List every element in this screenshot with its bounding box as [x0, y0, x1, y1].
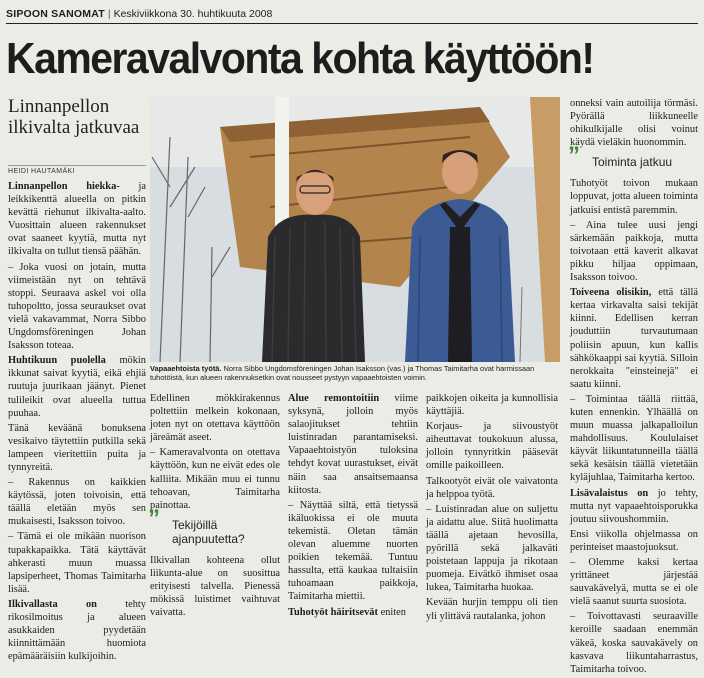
article-paragraph [570, 528, 698, 554]
caption-text: Norra Sibbo Ungdomsföreningen Johan Isaksson (vas.) ja Thomas Taimitarha ovat harmissaan tuhotöistä, kun alueen rakennuksetkin ovat nousseet pystyyn vapaaehtoisten voimin. [150, 364, 535, 383]
article-photo [150, 97, 560, 362]
paragraph-text: – Olemme kaksi kertaa yrittäneet järjestää sauvakävelyä, mutta se ei ole vielä saanut suurta suosiota. [570, 557, 698, 608]
issue-date: Keskiviikkona 30. huhtikuuta 2008 [113, 8, 273, 20]
paragraph-text: Ilkivallan kohteena ollut liikunta-alue on suosittua erityisesti talvella. Pienessä mökissä luistimet vaihtuvat vaivatta. [150, 554, 280, 619]
caption-lead: Vapaaehtoista työtä. [150, 364, 222, 373]
paragraph-text: – Toimintaa täällä riittää, kuten ennenkin. Ylhäällä on muun muassa jalkapalloilun mahdollisuus. Koululaiset käyvät liikuntatunneilla täällä sekä kesäisin täällä vietetään kyläjuhlaa, Taimitarha kertoo. [570, 393, 698, 484]
pull-quote-text: Tekijöillä ajanpuutetta? [172, 517, 245, 546]
paragraph-text: Talkootyöt eivät ole vaivatonta ja helppoa työtä. [426, 475, 558, 500]
paragraph-text: – Toivottavasti seuraaville keroille saadaan enemmän väkeä, koska sauvakävely on kasvava liikuntaharrastus, Taimitarha toivoo. [570, 611, 698, 675]
paragraph-text: eniten [377, 606, 406, 618]
paragraph-text: – Tämä ei ole mikään nuorison tupakkapaikka. Tätä käyttävät ahkerasti muun muassa lapsiperheet, Thomas Taimitarha lisää. [8, 531, 146, 595]
paragraph-lead: Huhtikuun puolella [8, 355, 106, 367]
column-5 [570, 97, 698, 678]
photo-two-men-under-shelter [150, 97, 560, 362]
paragraph-lead: Lisävalaistus on [570, 487, 649, 499]
subheadline: Linnanpellon ilkivalta jatkuvaa [8, 96, 140, 138]
paragraph-lead: Alue remontoitiin [288, 393, 380, 404]
paragraph-text: – Rakennus on kaikkien käytössä, joten toivoisin, että täällä eletään myös sen mukaisesti, Isaksson toivoo. [8, 477, 146, 528]
article-paragraph [288, 392, 418, 497]
article-paragraph [8, 598, 146, 663]
quote-mark-icon: ” [148, 504, 160, 532]
paragraph-text: Ensi viikolla ohjelmassa on perinteiset maastojuoksut. [570, 528, 698, 553]
article-paragraph [570, 219, 698, 284]
column-2 [150, 392, 280, 621]
paragraph-text: – Aina tulee uusi jengi särkemään paikkoja, mutta toivotaan että kaverit alkavat pikku hiljaa oppimaan, Isaksson toivoo. [570, 219, 698, 284]
paragraph-text: Edellinen mökkirakennus poltettiin melkein kokonaan, joten nyt on otettava käyttöön järeämät aseet. [150, 393, 280, 444]
paragraph-text: – Luistinradan alue on suljettu ja aidattu alue. Siitä huolimatta täällä ajetaan hevosilla, pyörillä sekä jalkaväti poistetaan lappuja ja rikotaan puomeja. Eivätkö ihmiset osaa lukea, Taimitarha huokaa. [426, 503, 558, 594]
article-paragraph [426, 475, 558, 501]
paragraph-text: ja leikkikenttä alueella on pitkin kevättä riehunut ilkivalta-aalto. Vuosittain alueen rakennukset ovat saaneet kyytiä, mutta nyt ilkivalta on tullut tiensä päähän. [8, 181, 146, 258]
paragraph-text: – Joka vuosi on jotain, mutta viimeistään nyt on tehtävä stoppi. Seuraava askel voi olla tuhopoltto, jossa seuraukset ovat vielä vakavammat, Norra Sibbo Ungdomsföreningen Johan Isaksson toteaa. [8, 261, 146, 352]
newspaper-name: SIPOON SANOMAT [6, 8, 105, 20]
masthead [6, 5, 698, 24]
photo-caption [150, 364, 560, 383]
article-paragraph [288, 606, 418, 619]
column-4 [426, 392, 558, 625]
article-paragraph [8, 530, 146, 595]
article-paragraph [150, 446, 280, 511]
pull-quote [568, 142, 698, 170]
paragraph-lead: Ilkivallasta on [8, 598, 97, 610]
article-paragraph [150, 392, 280, 444]
paragraph-lead: Toiveena olisikin, [570, 287, 652, 299]
paragraph-text: että tällä kertaa virkavalta saisi tekijät kiinni. Edellisen kerran jouduttiin turvautumaan poliisin apuun, kun kallis sähkökaappi sai kyytiä. Silloin nerokkaita "einsteinejä" ei saatu kiinni. [570, 287, 699, 390]
paragraph-text: tehty rikosilmoitus ja alueen asukkaiden pyydetään kiinnittämään huomiota epämääräisiin kulkijoihin. [8, 598, 147, 663]
paragraph-text: Tuhotyöt toivon mukaan loppuvat, jotta alueen toiminta jatkuisi entistä paremmin. [570, 178, 698, 216]
article-paragraph [426, 392, 558, 418]
paragraph-text: paikkojen oikeita ja kunnollisia käyttäjiä. [426, 393, 558, 418]
paragraph-lead: Tuhotyöt häiritsevät [288, 606, 378, 618]
article-paragraph [570, 286, 698, 391]
paragraph-lead: Linnanpellon hiekka- [8, 181, 120, 192]
pull-quote-text: Toiminta jatkuu [592, 155, 673, 170]
column-3 [288, 392, 418, 621]
paragraph-text: – Näyttää siltä, että tietyssä ikäluokissa ei ole muuta tekemistä. Oletan tämän olevan aluemme nuorten poikien tekemää. Tuntuu hassulta, että kaukaa tultaisiin tuhoamaan paikkoja, Taimitarha miettii. [288, 499, 418, 603]
column-1 [8, 180, 146, 665]
article-paragraph [570, 393, 698, 485]
article-paragraph [426, 596, 558, 622]
paragraph-text: onneksi vain autoilija törmäsi. Pyörällä liikkuneelle ohikulkijalle olisi voinut käydä vieläkin huonommin. [570, 98, 698, 149]
article-paragraph [8, 422, 146, 474]
article-paragraph [288, 499, 418, 604]
article-paragraph [426, 503, 558, 595]
article-paragraph [570, 97, 698, 149]
pull-quote [148, 504, 280, 546]
paragraph-text: Korjaus- ja siivoustyöt aiheuttavat toukokuun alussa, jolloin tynnyritkin pääsevät omille paikoilleen. [426, 421, 558, 472]
article-paragraph [570, 177, 698, 216]
paragraph-text: mökin ikkunat saivat kyytiä, eikä ehjiä ruutuja juurikaan jäänyt. Pienet tulileikit ovat alueella tuttua puuhaa. [8, 355, 147, 419]
paragraph-text: Tänä keväänä bonuksena vesikaivo täytettiin putkilla sekä lampeen vieritettiin puita ja tynnyreitä. [8, 422, 146, 473]
masthead-separator: | [107, 8, 111, 20]
quote-mark-icon: ” [568, 142, 580, 170]
article-paragraph [570, 610, 698, 675]
paragraph-text: jo tehty, mutta nyt vapaaehtoisporukka joutuu siivoushommiin. [570, 487, 698, 525]
article-paragraph [8, 261, 146, 353]
article-paragraph [426, 420, 558, 472]
article-paragraph [8, 354, 146, 419]
paragraph-text: – Kameravalvonta on otettava käyttöön, kun ne eivät edes ole kalliita. Mikään muu ei tunnu tehoavan, Taimitarha painottaa. [150, 447, 280, 511]
paragraph-text: viime syksynä, jolloin myös salaojitukset tehtiin luistinradan parantamiseksi. Vapaaehtoistyön tuloksina tehdyt kovat uurastukset, eivät näin saa ansaitsemaansa kiitosta. [288, 393, 418, 496]
article-paragraph [150, 554, 280, 619]
byline: HEIDI HAUTAMÄKI [8, 165, 146, 175]
article-paragraph [8, 180, 146, 259]
article-paragraph [570, 487, 698, 526]
headline: Kameravalvonta kohta käyttöön! [6, 34, 594, 83]
article-paragraph [8, 476, 146, 528]
paragraph-text: Kevään hurjin temppu oli tien yli ylittävä rautalanka, johon [426, 597, 558, 622]
article-paragraph [570, 556, 698, 608]
